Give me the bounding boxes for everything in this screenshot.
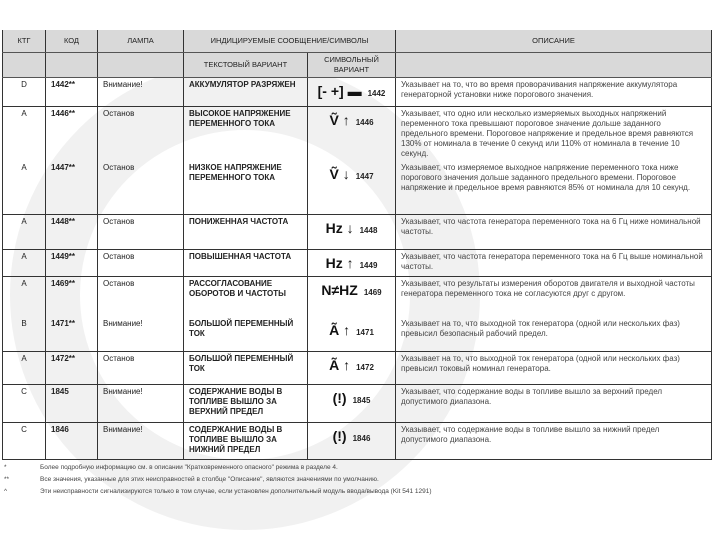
symbol-cell bbox=[308, 352, 396, 385]
description-cell: Указывает на то, что во время проворачивания напряжение аккумулятора генераторной установки ниже порогового значения. bbox=[396, 77, 712, 106]
symbol-group bbox=[313, 217, 390, 236]
symbol-code: 1471 bbox=[356, 327, 374, 337]
code-cell: 1845 bbox=[46, 385, 98, 423]
header-messages: ИНДИЦИРУЕМЫЕ СООБЩЕНИЕ/СИМВОЛЫ bbox=[184, 30, 396, 52]
symbol-cell bbox=[308, 423, 396, 460]
code-cell: 1449** bbox=[46, 250, 98, 277]
symbol-cell bbox=[308, 317, 396, 352]
description-cell: Указывает, что одно или несколько измеряемых выходных напряжений переменного тока превышают пороговое значение дольше заданного предельного времени. Пороговое напряжение и предельное время равняются 130% от номинала в течение 0 секунд или 110% от номинала в течение 10 секунд. bbox=[396, 106, 712, 161]
text-variant-cell: НИЗКОЕ НАПРЯЖЕНИЕ ПЕРЕМЕННОГО ТОКА bbox=[184, 161, 308, 215]
symbol-cell bbox=[308, 77, 396, 106]
symbol-code: 1472 bbox=[356, 363, 374, 372]
symbol-group bbox=[313, 163, 390, 182]
lamp-cell: Внимание! bbox=[98, 77, 184, 106]
ktg-cell: A bbox=[3, 161, 46, 215]
text-variant-cell: БОЛЬШОЙ ПЕРЕМЕННЫЙ ТОК bbox=[184, 352, 308, 385]
table-row bbox=[3, 423, 712, 460]
lamp-cell: Останов bbox=[98, 352, 184, 385]
footnote: ^ Эти неисправности сигнализируются только в том случае, если установлен дополнительный модуль ввода/вывода (Kit 541 1291) bbox=[4, 488, 432, 495]
symbol-cell bbox=[308, 277, 396, 317]
code-cell: 1471** bbox=[46, 317, 98, 352]
ktg-cell: A bbox=[3, 352, 46, 385]
symbol-code: 1442 bbox=[367, 88, 386, 98]
table-row bbox=[3, 277, 712, 317]
code-cell: 1446** bbox=[46, 106, 98, 161]
lamp-cell: Останов bbox=[98, 106, 184, 161]
header-text-variant: ТЕКСТОВЫЙ ВАРИАНТ bbox=[184, 52, 308, 77]
header-code: КОД bbox=[46, 30, 98, 52]
table-row bbox=[3, 161, 712, 215]
text-variant-cell: БОЛЬШОЙ ПЕРЕМЕННЫЙ ТОК bbox=[184, 317, 308, 352]
fault-symbol-icon: Hz ↑ bbox=[325, 255, 354, 271]
header-ktg: КТГ bbox=[3, 30, 46, 52]
text-variant-cell: ПОВЫШЕННАЯ ЧАСТОТА bbox=[184, 250, 308, 277]
text-variant-cell: СОДЕРЖАНИЕ ВОДЫ В ТОПЛИВЕ ВЫШЛО ЗА ВЕРХНИЙ ПРЕДЕЛ bbox=[184, 385, 308, 423]
ktg-cell: B bbox=[3, 317, 46, 352]
text-variant-cell: РАССОГЛАСОВАНИЕ ОБОРОТОВ И ЧАСТОТЫ bbox=[184, 277, 308, 317]
fault-codes-table bbox=[2, 30, 712, 460]
symbol-code: 1846 bbox=[352, 434, 371, 443]
code-cell: 1442** bbox=[46, 77, 98, 106]
description-cell: Указывает, что измеряемое выходное напряжение переменного тока ниже порогового значения дольше заданного предельного времени. Пороговое напряжение и предельное время равняются 85% от номинала для 10 секунд. bbox=[396, 161, 712, 215]
symbol-cell bbox=[308, 215, 396, 250]
document-content bbox=[2, 30, 712, 498]
lamp-cell: Останов bbox=[98, 215, 184, 250]
symbol-group bbox=[313, 80, 390, 99]
symbol-group bbox=[313, 279, 390, 298]
symbol-code: 1447 bbox=[355, 171, 374, 181]
table-row bbox=[3, 250, 712, 277]
table-row bbox=[3, 317, 712, 352]
text-variant-cell: СОДЕРЖАНИЕ ВОДЫ В ТОПЛИВЕ ВЫШЛО ЗА НИЖНИЙ ПРЕДЕЛ bbox=[184, 423, 308, 460]
symbol-cell bbox=[308, 106, 396, 161]
footnote: ** Все значения, указанные для этих неисправностей в столбце "Описание", являются значениями по умолчанию. bbox=[4, 476, 379, 483]
header-symbol-variant: СИМВОЛЬНЫЙ ВАРИАНТ bbox=[308, 52, 396, 77]
description-cell: Указывает на то, что выходной ток генератора (одной или нескольких фаз) превысил безопасный рабочий предел. bbox=[396, 317, 712, 352]
table-row bbox=[3, 352, 712, 385]
fault-symbol-icon: Ṽ ↑ bbox=[329, 111, 350, 128]
symbol-group bbox=[313, 109, 390, 128]
description-cell: Указывает, что содержание воды в топливе вышло за верхний предел допустимого диапазона. bbox=[396, 385, 712, 423]
description-cell: Указывает, что частота генератора переменного тока на 6 Гц выше номинальной частоты. bbox=[396, 250, 712, 277]
symbol-cell bbox=[308, 161, 396, 215]
symbol-code: 1845 bbox=[352, 396, 371, 405]
lamp-cell: Останов bbox=[98, 161, 184, 215]
symbol-code: 1446 bbox=[355, 117, 374, 127]
symbol-group bbox=[313, 354, 390, 373]
ktg-cell: D bbox=[3, 77, 46, 106]
symbol-cell bbox=[308, 250, 396, 277]
lamp-cell: Останов bbox=[98, 277, 184, 317]
description-cell: Указывает, что частота генератора переменного тока на 6 Гц ниже номинальной частоты. bbox=[396, 215, 712, 250]
description-cell: Указывает, что результаты измерения оборотов двигателя и выходной частоты генератора переменного тока не согласуются друг с другом. bbox=[396, 277, 712, 317]
symbol-group bbox=[313, 425, 390, 444]
table-row bbox=[3, 106, 712, 161]
fault-symbol-icon: (!) bbox=[332, 390, 347, 406]
code-cell: 1469** bbox=[46, 277, 98, 317]
description-cell: Указывает, что содержание воды в топливе вышло за нижний предел допустимого диапазона. bbox=[396, 423, 712, 460]
fault-symbol-icon: Ã ↑ bbox=[329, 321, 351, 338]
footnote: * Более подробную информацию см. в описании "Кратковременного опасного" режима в разделе 4. bbox=[4, 464, 338, 471]
symbol-group bbox=[313, 319, 390, 338]
footnotes bbox=[2, 462, 712, 498]
header-description: ОПИСАНИЕ bbox=[396, 30, 712, 52]
fault-symbol-icon: [- +] ▬ bbox=[317, 82, 362, 99]
symbol-code: 1448 bbox=[359, 226, 378, 235]
table-row bbox=[3, 77, 712, 106]
description-cell: Указывает на то, что выходной ток генератора (одной или нескольких фаз) превысил токовый номинал генератора. bbox=[396, 352, 712, 385]
fault-symbol-icon: Ṽ ↓ bbox=[329, 165, 350, 182]
code-cell: 1472** bbox=[46, 352, 98, 385]
code-cell: 1447** bbox=[46, 161, 98, 215]
lamp-cell: Внимание! bbox=[98, 423, 184, 460]
text-variant-cell: ВЫСОКОЕ НАПРЯЖЕНИЕ ПЕРЕМЕННОГО ТОКА bbox=[184, 106, 308, 161]
header-lamp: ЛАМПА bbox=[98, 30, 184, 52]
code-cell: 1448** bbox=[46, 215, 98, 250]
code-cell: 1846 bbox=[46, 423, 98, 460]
table-row bbox=[3, 215, 712, 250]
fault-symbol-icon: Ã ↑ bbox=[329, 357, 351, 373]
ktg-cell: A bbox=[3, 106, 46, 161]
lamp-cell: Останов bbox=[98, 250, 184, 277]
ktg-cell: C bbox=[3, 423, 46, 460]
fault-symbol-icon: (!) bbox=[332, 428, 347, 444]
symbol-cell bbox=[308, 385, 396, 423]
symbol-code: 1449 bbox=[359, 261, 378, 270]
ktg-cell: A bbox=[3, 215, 46, 250]
fault-symbol-icon: N≠HZ bbox=[321, 282, 358, 298]
fault-symbol-icon: Hz ↓ bbox=[325, 220, 354, 236]
text-variant-cell: ПОНИЖЕННАЯ ЧАСТОТА bbox=[184, 215, 308, 250]
text-variant-cell: АККУМУЛЯТОР РАЗРЯЖЕН bbox=[184, 77, 308, 106]
lamp-cell: Внимание! bbox=[98, 385, 184, 423]
symbol-code: 1469 bbox=[363, 288, 382, 297]
symbol-group bbox=[313, 387, 390, 406]
ktg-cell: C bbox=[3, 385, 46, 423]
ktg-cell: A bbox=[3, 277, 46, 317]
lamp-cell: Внимание! bbox=[98, 317, 184, 352]
symbol-group bbox=[313, 252, 390, 271]
ktg-cell: A bbox=[3, 250, 46, 277]
table-row bbox=[3, 385, 712, 423]
